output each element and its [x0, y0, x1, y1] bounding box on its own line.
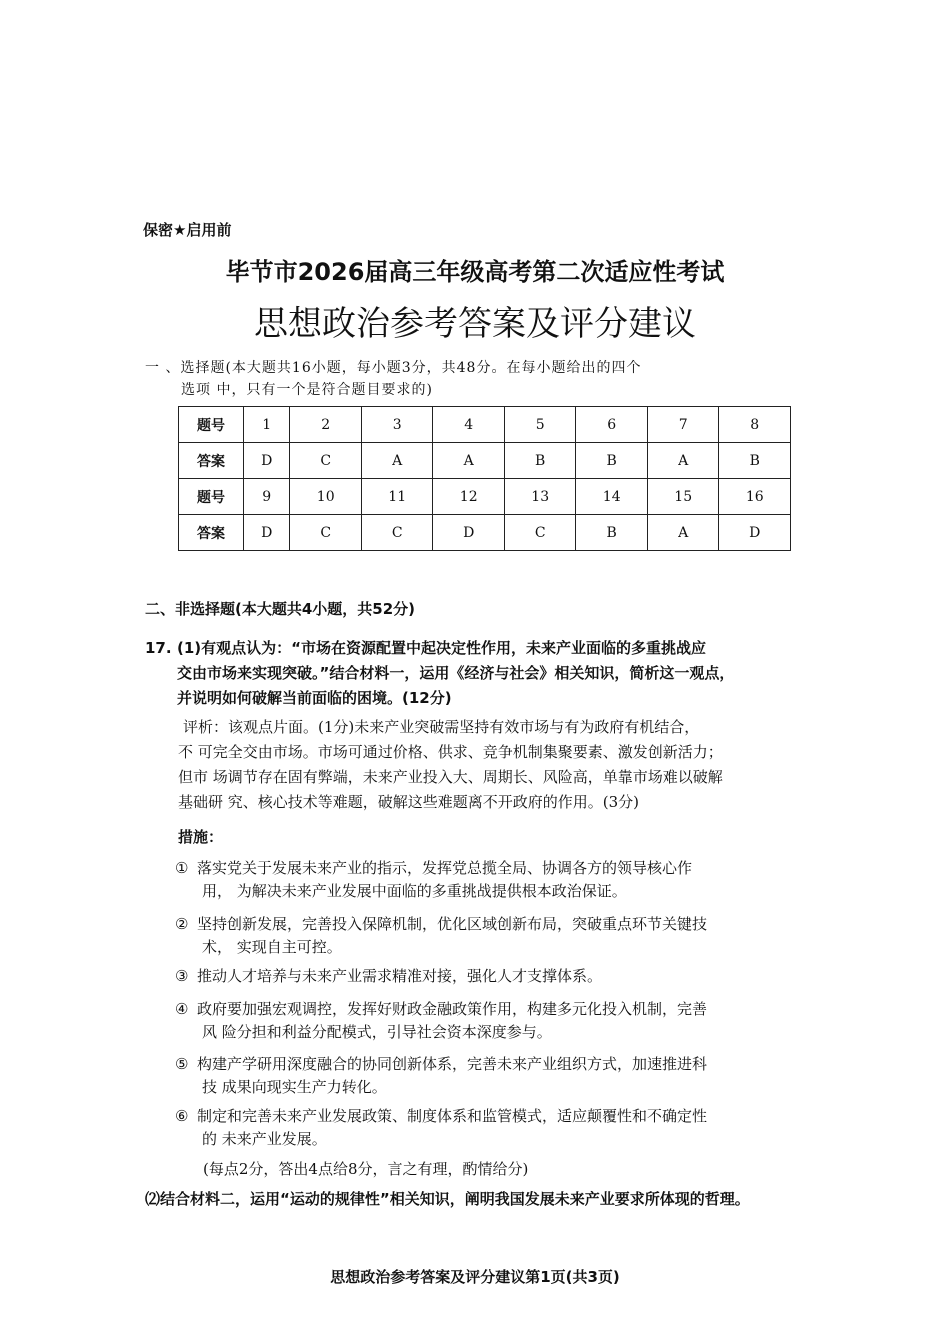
answer-cell: A	[647, 443, 719, 479]
question-number: 11	[361, 479, 433, 515]
table-row-answer-2	[179, 515, 791, 551]
section1-heading	[145, 357, 805, 401]
answer-cell: C	[361, 515, 433, 551]
table-row-question-1	[179, 407, 791, 443]
document-title: 思想政治参考答案及评分建议	[254, 304, 696, 344]
item-marker: ⑥	[175, 1107, 189, 1125]
answer-cell: D	[433, 515, 505, 551]
analysis-paragraph	[178, 715, 808, 815]
row-label-answer: 答案	[179, 515, 244, 551]
analysis-line: 但市 场调节存在固有弊端，未来产业投入大、周期长、风险高，单靠市场难以破解	[178, 768, 723, 786]
question-number-label: 17.	[145, 639, 172, 657]
question-number: 14	[576, 479, 648, 515]
answer-cell: B	[719, 443, 791, 479]
answer-cell: C	[290, 515, 362, 551]
question-number: 5	[504, 407, 576, 443]
section1-line1: 一 、选择题(本大题共16小题，每小题3分，共48分。在每小题给出的四个	[145, 360, 642, 376]
table-row-answer-1	[179, 443, 791, 479]
question-number: 15	[647, 479, 719, 515]
item-line: 术， 实现自主可控。	[202, 938, 342, 956]
question-number: 9	[244, 479, 290, 515]
page-footer: 思想政治参考答案及评分建议第1页(共3页)	[330, 1268, 620, 1286]
question-number: 3	[361, 407, 433, 443]
measure-item	[175, 913, 800, 959]
answer-cell: A	[361, 443, 433, 479]
section2-heading: 二、非选择题(本大题共4小题，共52分)	[145, 600, 416, 618]
answer-cell: C	[504, 515, 576, 551]
analysis-line: 基础研 究、核心技术等难题，破解这些难题离不开政府的作用。(3分)	[178, 793, 640, 811]
answer-cell: B	[576, 515, 648, 551]
answer-cell: D	[244, 515, 290, 551]
question-number: 12	[433, 479, 505, 515]
answer-cell: A	[433, 443, 505, 479]
question-number: 13	[504, 479, 576, 515]
analysis-line: 评析：该观点片面。(1分)未来产业突破需坚持有效市场与有为政府有机结合，	[183, 718, 700, 736]
question-17-prompt	[145, 636, 810, 711]
measure-item	[175, 998, 800, 1044]
prompt-line: 并说明如何破解当前面临的困境。(12分)	[177, 689, 452, 707]
answer-cell: C	[290, 443, 362, 479]
question-number: 1	[244, 407, 290, 443]
analysis-line: 不 可完全交由市场。市场可通过价格、供求、竞争机制集聚要素、激发创新活力；	[178, 743, 723, 761]
scoring-note: (每点2分，答出4点给8分，言之有理，酌情给分)	[203, 1160, 529, 1178]
item-line: 的 未来产业发展。	[202, 1130, 327, 1148]
item-line: 技 成果向现实生产力转化。	[202, 1078, 387, 1096]
answer-cell: A	[647, 515, 719, 551]
prompt-line: (1)有观点认为：“市场在资源配置中起决定性作用，未来产业面临的多重挑战应	[177, 639, 707, 657]
item-marker: ①	[175, 859, 189, 877]
item-line: 构建产学研用深度融合的协同创新体系，完善未来产业组织方式，加速推进科	[197, 1055, 708, 1073]
question-number: 2	[290, 407, 362, 443]
question-number: 8	[719, 407, 791, 443]
measure-item	[175, 965, 800, 988]
answer-table	[178, 406, 791, 551]
item-line: 制定和完善未来产业发展政策、制度体系和监管模式，适应颠覆性和不确定性	[197, 1107, 708, 1125]
measure-item	[175, 1105, 800, 1151]
question-number: 16	[719, 479, 791, 515]
item-marker: ②	[175, 915, 189, 933]
item-line: 风 险分担和利益分配模式，引导社会资本深度参与。	[202, 1023, 552, 1041]
measures-label: 措施：	[178, 828, 224, 846]
item-line: 推动人才培养与未来产业需求精准对接，强化人才支撑体系。	[197, 967, 603, 985]
confidential-label: 保密★启用前	[143, 221, 232, 239]
item-marker: ③	[175, 967, 189, 985]
question-number: 10	[290, 479, 362, 515]
question-17-part2: ⑵结合材料二，运用“运动的规律性”相关知识，阐明我国发展未来产业要求所体现的哲理。	[145, 1190, 750, 1208]
question-number: 4	[433, 407, 505, 443]
exam-title: 毕节市2026届高三年级高考第二次适应性考试	[225, 258, 725, 286]
row-label-question: 题号	[179, 479, 244, 515]
answer-cell: B	[576, 443, 648, 479]
answer-cell: D	[719, 515, 791, 551]
question-number: 6	[576, 407, 648, 443]
row-label-question: 题号	[179, 407, 244, 443]
row-label-answer: 答案	[179, 443, 244, 479]
prompt-line: 交由市场来实现突破。”结合材料一，运用《经济与社会》相关知识，简析这一观点，	[177, 664, 735, 682]
item-marker: ⑤	[175, 1055, 189, 1073]
question-number: 7	[647, 407, 719, 443]
answer-cell: B	[504, 443, 576, 479]
item-line: 坚持创新发展，完善投入保障机制，优化区域创新布局，突破重点环节关键技	[197, 915, 708, 933]
item-line: 用， 为解决未来产业发展中面临的多重挑战提供根本政治保证。	[202, 882, 627, 900]
section1-line2: 选项 中，只有一个是符合题目要求的)	[181, 382, 433, 398]
table-row-question-2	[179, 479, 791, 515]
answer-cell: D	[244, 443, 290, 479]
item-line: 落实党关于发展未来产业的指示，发挥党总揽全局、协调各方的领导核心作	[197, 859, 693, 877]
item-line: 政府要加强宏观调控，发挥好财政金融政策作用，构建多元化投入机制，完善	[197, 1000, 708, 1018]
item-marker: ④	[175, 1000, 189, 1018]
measure-item	[175, 857, 800, 903]
measure-item	[175, 1053, 800, 1099]
